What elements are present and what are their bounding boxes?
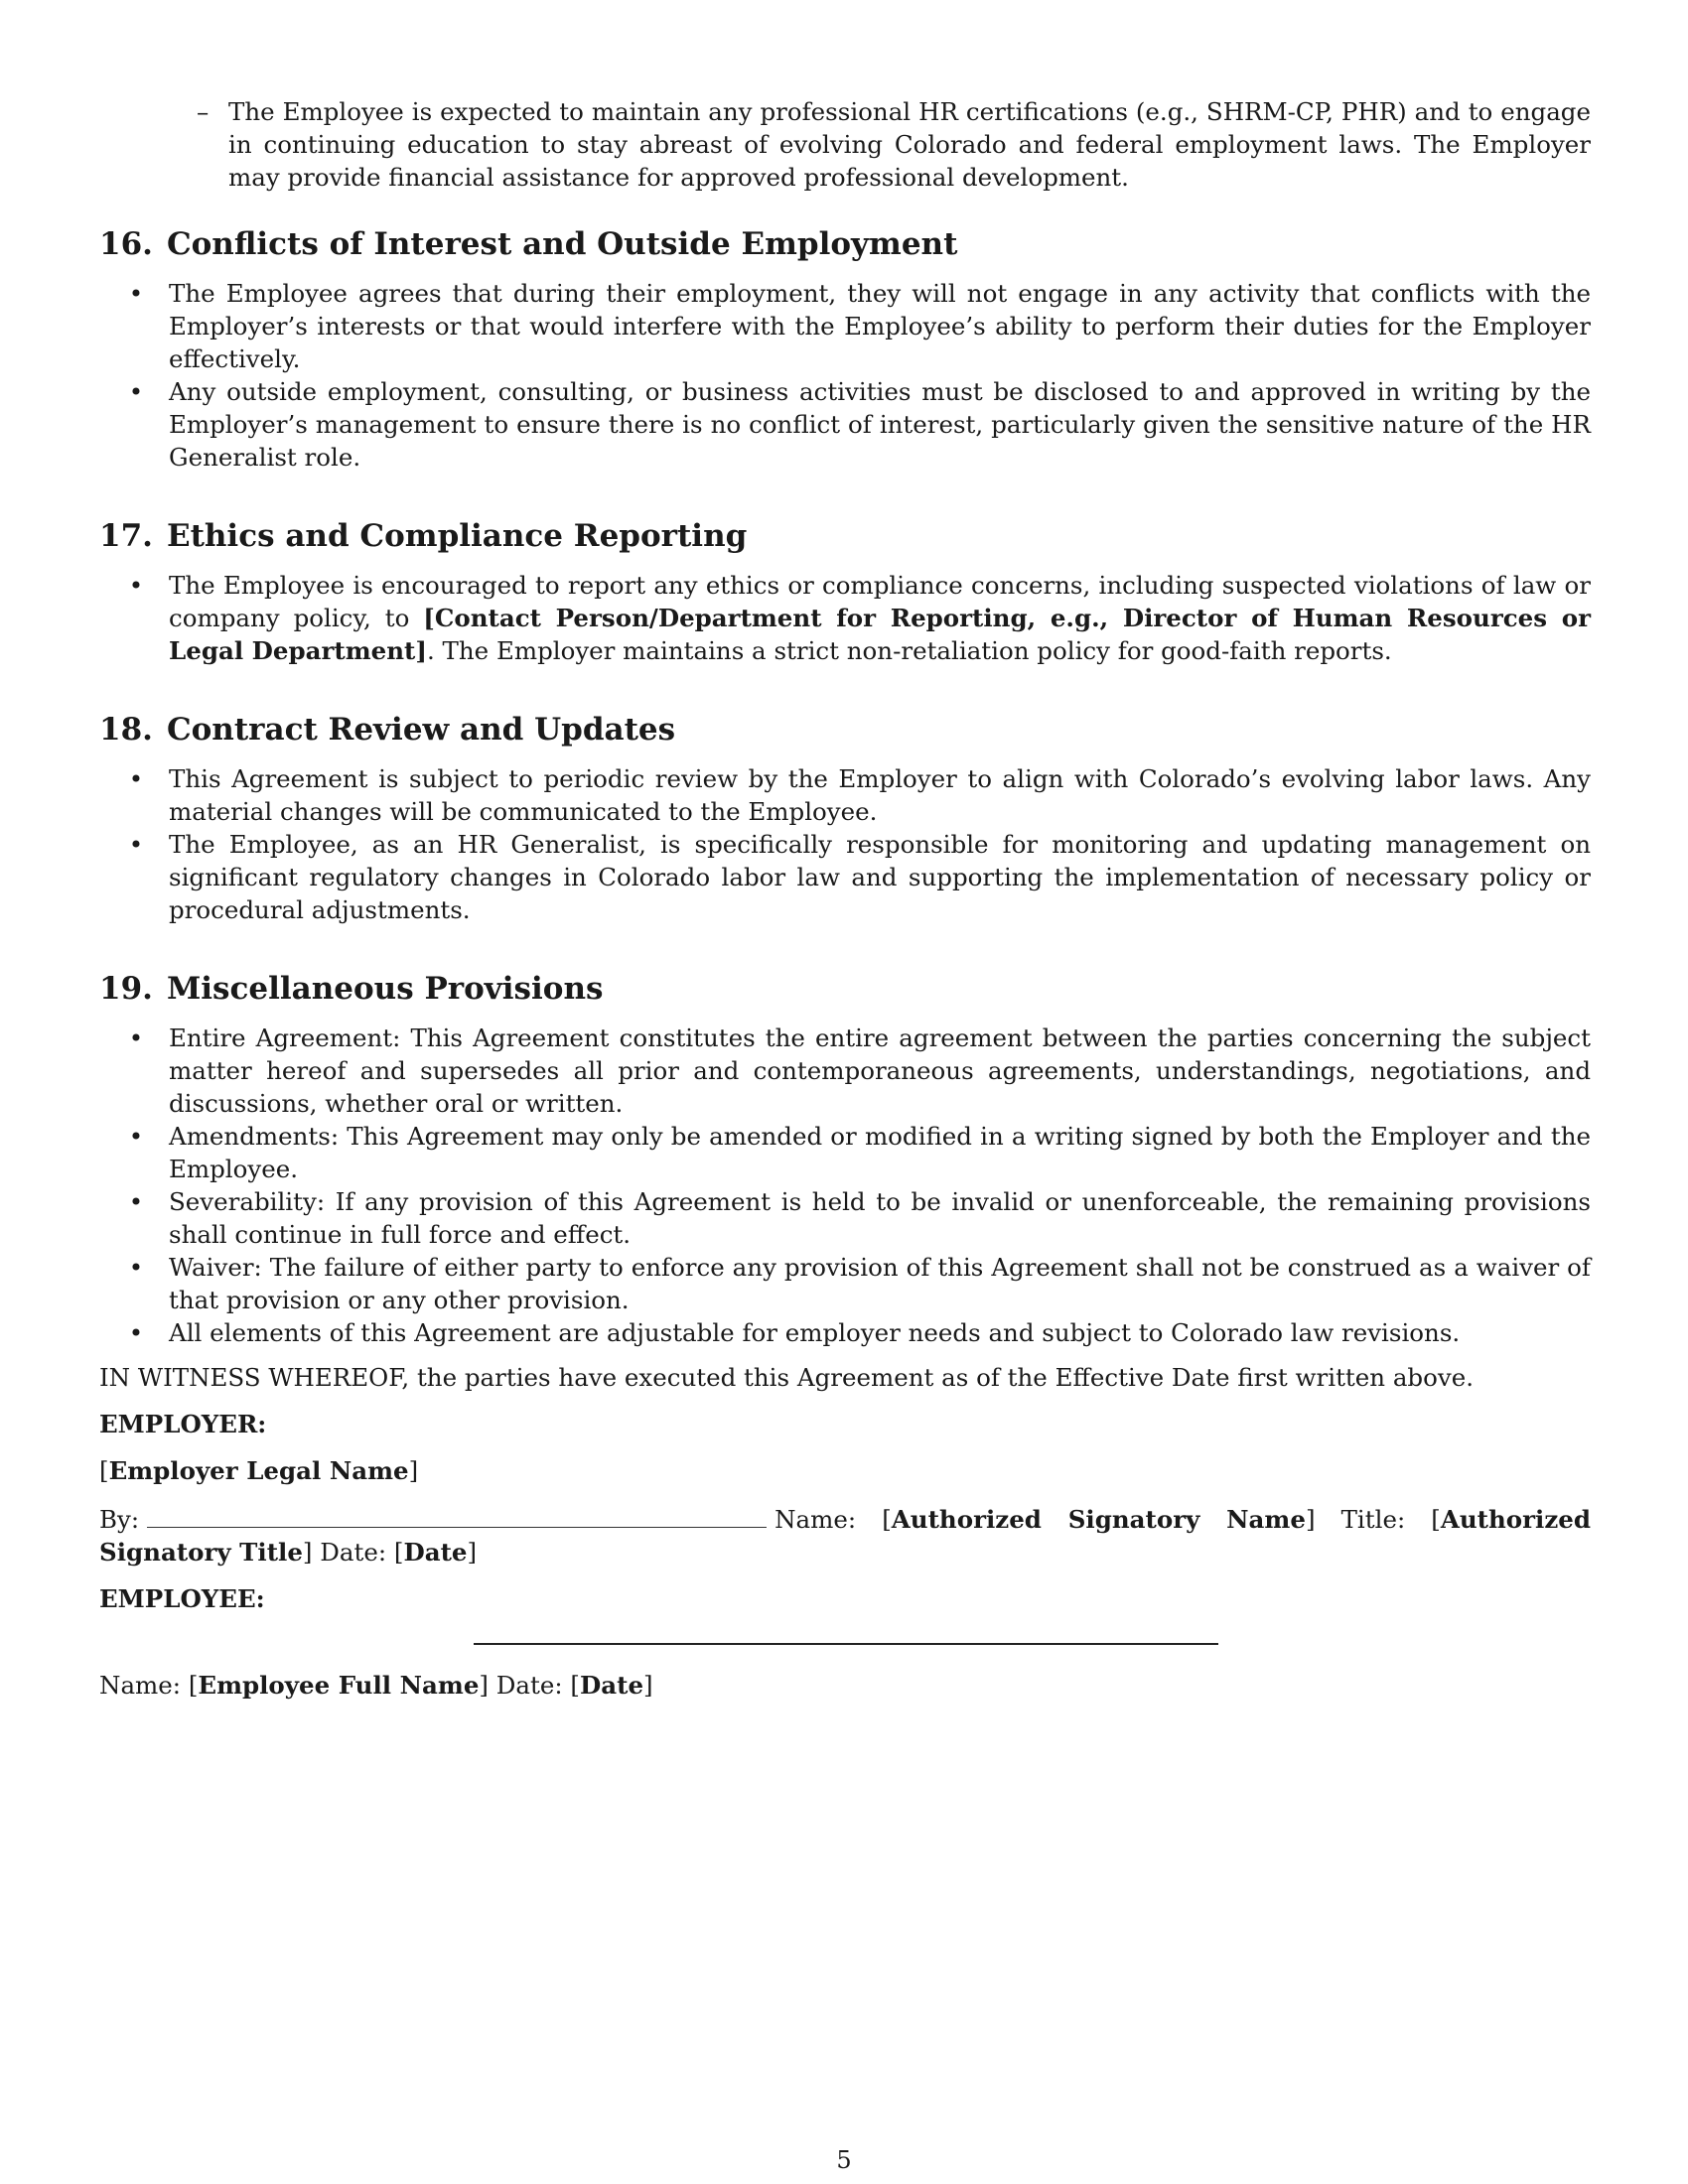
bullet-marker: • bbox=[128, 1122, 144, 1151]
bullet-marker: • bbox=[128, 830, 144, 859]
employee-signature-line[interactable] bbox=[474, 1643, 1218, 1645]
section-title: Ethics and Compliance Reporting bbox=[166, 518, 748, 554]
reporting-contact-placeholder: [Contact Person/Department for Reporting, e.g., Director of Human Resources or Legal Department] bbox=[169, 604, 1591, 665]
list-item bbox=[99, 1316, 1591, 1349]
employer-signature-block: By: Name: [Authorized Signatory Name] Title: [Authorized Signatory Title] Date: [Date] bbox=[99, 1501, 1591, 1569]
list-item-text: The Employee agrees that during their employment, they will not engage in any activity that conflicts with the Employer’s interests or that would interfere with the Employee’s ability to perform their duties for the Employer effectively. bbox=[169, 279, 1591, 373]
list-item bbox=[99, 277, 1591, 375]
list-item-text bbox=[169, 569, 1591, 667]
document-page bbox=[99, 95, 1591, 1702]
list-item-text: Any outside employment, consulting, or business activities must be disclosed to and approved in writing by the Employer’s management to ensure there is no conflict of interest, particularly given the sensitive nature of the HR Generalist role. bbox=[169, 377, 1591, 472]
section-title: Conflicts of Interest and Outside Employment bbox=[166, 226, 958, 262]
section-title: Contract Review and Updates bbox=[166, 712, 676, 748]
bullet-list bbox=[99, 569, 1591, 667]
employer-legal-name-placeholder: Employer Legal Name bbox=[108, 1456, 409, 1485]
bullet-marker: • bbox=[128, 764, 144, 793]
bullet-list bbox=[99, 1022, 1591, 1349]
bullet-marker: • bbox=[128, 1024, 144, 1052]
date-label: Date: bbox=[495, 1671, 563, 1700]
list-item bbox=[99, 828, 1591, 926]
bracket-close: ] bbox=[408, 1456, 419, 1485]
employee-signature-block: Name: [Employee Full Name] Date: [Date] bbox=[99, 1671, 653, 1700]
bullet-list bbox=[99, 277, 1591, 474]
signatory-name-placeholder: Authorized Signatory Name bbox=[891, 1505, 1306, 1534]
list-item-text: The Employee is expected to maintain any professional HR certifications (e.g., SHRM-CP, PHR) and to engage in continuing education to stay abreast of evolving Colorado and federal employment laws. The Employer may provide financial assistance for approved professional development. bbox=[228, 97, 1591, 192]
date-label: Date: bbox=[320, 1538, 387, 1567]
employer-signature-line[interactable] bbox=[147, 1501, 767, 1528]
date-placeholder: Date bbox=[580, 1671, 644, 1700]
list-item-text: All elements of this Agreement are adjustable for employer needs and subject to Colorado law revisions. bbox=[169, 1318, 1461, 1347]
page-number: 5 bbox=[836, 2146, 852, 2174]
by-label: By: bbox=[99, 1505, 140, 1534]
dash-marker: – bbox=[197, 97, 210, 126]
bracket-open: [ bbox=[99, 1456, 109, 1485]
employer-heading: EMPLOYER: bbox=[99, 1410, 267, 1438]
list-item-text: This Agreement is subject to periodic review by the Employer to align with Colorado’s evolving labor laws. Any material changes will be communicated to the Employee. bbox=[169, 764, 1591, 826]
list-item bbox=[99, 1251, 1591, 1316]
name-label: Name: bbox=[99, 1671, 182, 1700]
list-item bbox=[99, 1120, 1591, 1185]
employee-heading: EMPLOYEE: bbox=[99, 1584, 265, 1613]
section-heading bbox=[99, 711, 1591, 749]
bullet-marker: • bbox=[128, 1253, 144, 1282]
employee-name-placeholder: Employee Full Name bbox=[198, 1671, 480, 1700]
list-item bbox=[99, 1185, 1591, 1251]
list-item bbox=[99, 569, 1591, 667]
bullet-list bbox=[99, 762, 1591, 926]
section-number: 18. bbox=[99, 712, 153, 748]
section-title: Miscellaneous Provisions bbox=[166, 971, 604, 1007]
bullet-marker: • bbox=[128, 279, 144, 308]
list-item bbox=[99, 762, 1591, 828]
list-item-text: The Employee, as an HR Generalist, is specifically responsible for monitoring and updating management on significant regulatory changes in Colorado labor law and supporting the implementation of necessary policy or procedural adjustments. bbox=[169, 830, 1591, 924]
section-number: 16. bbox=[99, 226, 153, 262]
bullet-marker: • bbox=[128, 377, 144, 406]
name-label: Name: bbox=[774, 1505, 857, 1534]
section-heading bbox=[99, 970, 1591, 1008]
list-item-text: Waiver: The failure of either party to enforce any provision of this Agreement shall not be construed as a waiver of that provision or any other provision. bbox=[169, 1253, 1591, 1314]
list-item-text: Entire Agreement: This Agreement constitutes the entire agreement between the parties concerning the subject matter hereof and supersedes all prior and contemporaneous agreements, understandings, negotiations, and discussions, whether oral or written. bbox=[169, 1024, 1591, 1118]
bullet-marker: • bbox=[128, 1318, 144, 1347]
title-label: Title: bbox=[1340, 1505, 1406, 1534]
witness-clause: IN WITNESS WHEREOF, the parties have executed this Agreement as of the Effective Date first written above. bbox=[99, 1363, 1474, 1392]
signatory-title-placeholder: Authorized Signatory Title bbox=[99, 1505, 1591, 1567]
list-item-text: Amendments: This Agreement may only be amended or modified in a writing signed by both the Employer and the Employee. bbox=[169, 1122, 1591, 1183]
list-item bbox=[99, 1022, 1591, 1120]
bullet-marker: • bbox=[128, 1187, 144, 1216]
employer-legal-name bbox=[99, 1454, 1591, 1487]
list-item bbox=[99, 375, 1591, 474]
list-item-text: Severability: If any provision of this Agreement is held to be invalid or unenforceable, the remaining provisions shall continue in full force and effect. bbox=[169, 1187, 1591, 1249]
list-item-text-end: . The Employer maintains a strict non-retaliation policy for good-faith reports. bbox=[426, 636, 1392, 665]
list-item-text-start: The Employee is encouraged to report any ethics or compliance concerns, including suspected violations of law or company policy, to bbox=[169, 571, 1591, 632]
section-heading bbox=[99, 517, 1591, 555]
section-number: 19. bbox=[99, 971, 153, 1007]
date-placeholder: Date bbox=[403, 1538, 468, 1567]
section-number: 17. bbox=[99, 518, 153, 554]
section-heading bbox=[99, 225, 1591, 263]
bullet-marker: • bbox=[128, 571, 144, 600]
list-item bbox=[197, 95, 1591, 194]
